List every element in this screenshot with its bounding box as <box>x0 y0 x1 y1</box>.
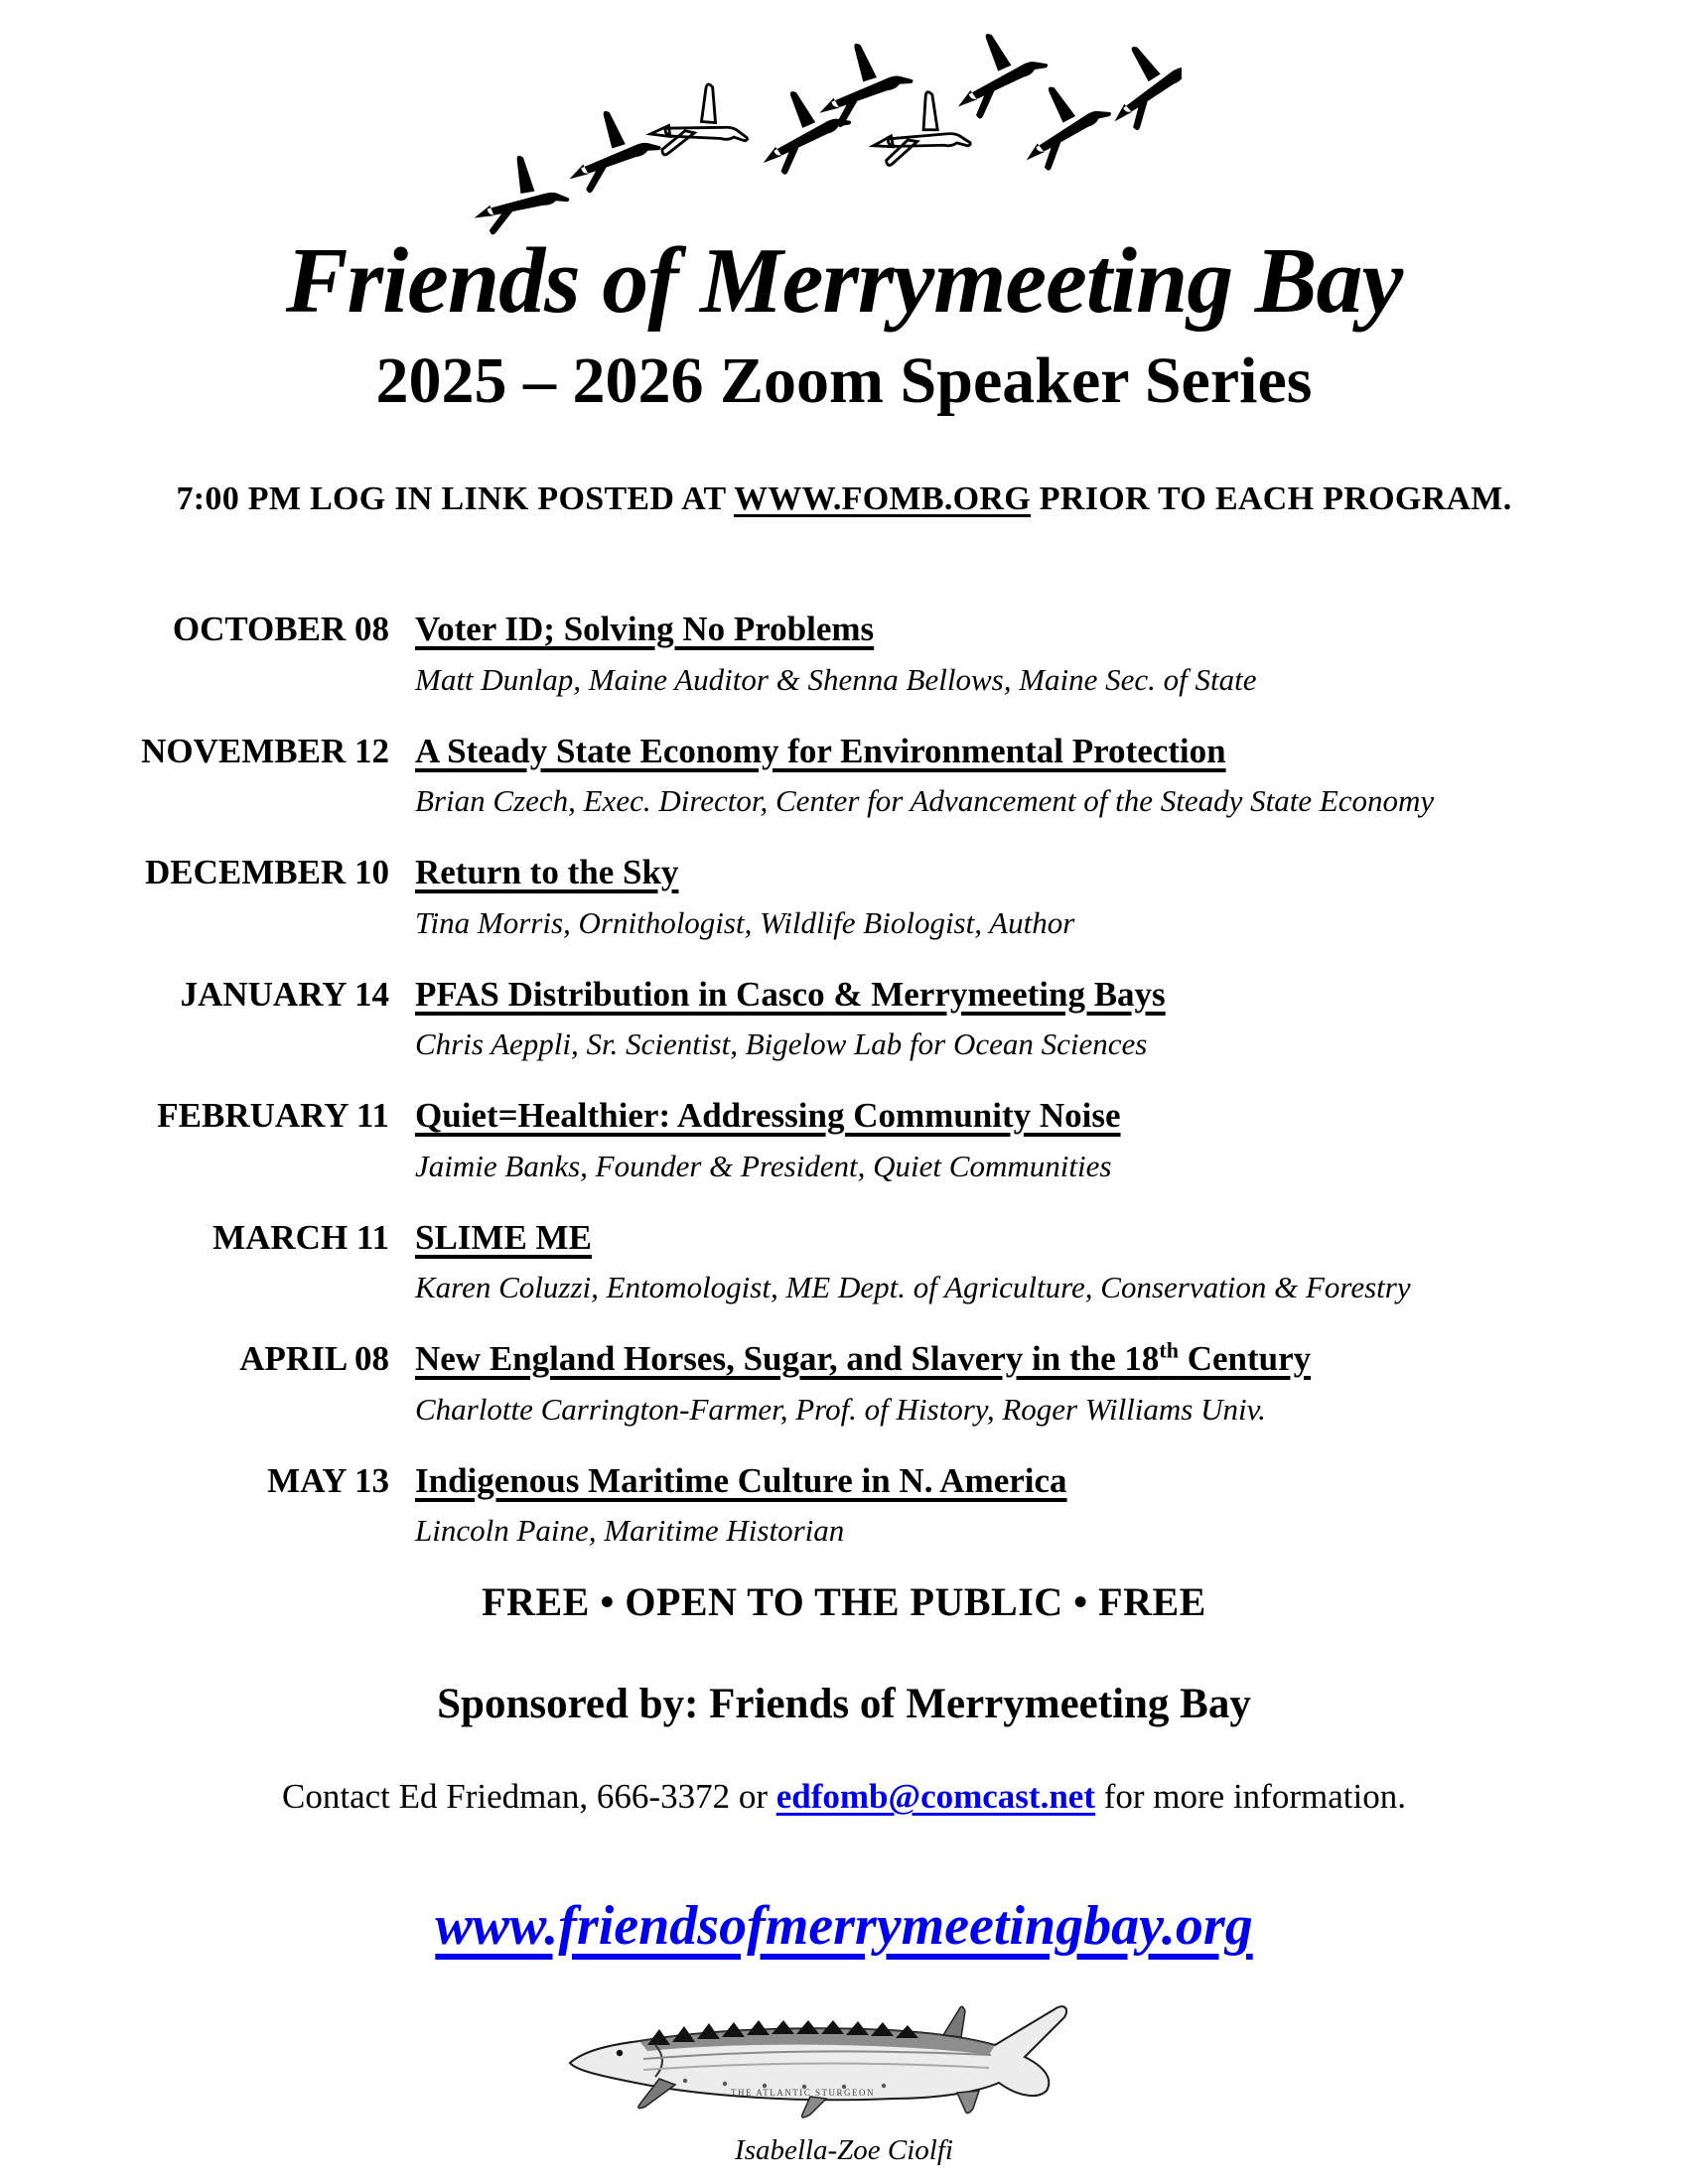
event-speaker: Tina Morris, Ornithologist, Wildlife Biologist, Author <box>415 904 1075 940</box>
fish-caption: Isabella-Zoe Ciolfi <box>735 2134 953 2166</box>
schedule-row-february <box>99 1094 1599 1216</box>
login-period: . <box>1502 480 1512 517</box>
event-title: Voter ID; Solving No Problems <box>415 610 875 648</box>
event-title-text: Century <box>1178 1339 1312 1378</box>
schedule-row-march <box>99 1216 1599 1338</box>
event-speaker: Matt Dunlap, Maine Auditor & Shenna Bellows, Maine Sec. of State <box>415 661 1257 697</box>
email-link[interactable]: edfomb@comcast.net <box>775 1777 1095 1816</box>
sturgeon-image <box>564 1997 1105 2128</box>
event-title: PFAS Distribution in Casco & Merrymeeting Bays <box>415 974 1166 1014</box>
free-open-line: FREE • OPEN TO THE PUBLIC • FREE <box>482 1579 1206 1624</box>
login-prefix: 7:00 PM LOG IN LINK POSTED AT <box>176 480 735 517</box>
event-date: MAY 13 <box>267 1460 389 1500</box>
schedule-row-april <box>99 1337 1599 1459</box>
fomb-link[interactable]: WWW.FOMB.ORG <box>734 480 1031 517</box>
contact-line <box>0 1777 1688 1817</box>
event-date: DECEMBER 10 <box>145 853 389 891</box>
event-speaker: Jaimie Banks, Founder & President, Quiet Communities <box>415 1148 1112 1183</box>
page-title: Friends of Merrymeeting Bay <box>285 229 1403 333</box>
event-title: SLIME ME <box>415 1217 592 1257</box>
event-title <box>415 1337 1599 1381</box>
event-date: JANUARY 14 <box>180 974 389 1014</box>
event-title-text: New England Horses, Sugar, and Slavery in the 18 <box>415 1339 1160 1378</box>
schedule-row-december <box>99 851 1599 973</box>
schedule-row-may <box>99 1459 1599 1581</box>
contact-prefix: Contact Ed Friedman, 666-3372 or <box>282 1777 776 1816</box>
website-line <box>0 1894 1688 1958</box>
login-suffix: PRIOR TO EACH PROGRAM <box>1031 480 1503 517</box>
event-title: Quiet=Healthier: Addressing Community Noise <box>415 1096 1121 1135</box>
sponsored-line: Sponsored by: Friends of Merrymeeting Bay <box>437 1681 1251 1727</box>
schedule-row-november <box>99 730 1599 852</box>
schedule-list <box>99 608 1599 1580</box>
event-title: Return to the Sky <box>415 853 679 891</box>
flying-ducks-image <box>467 28 1182 238</box>
event-title-superscript: th <box>1159 1337 1179 1363</box>
event-date: OCTOBER 08 <box>172 610 389 648</box>
fish-species-label: THE ATLANTIC STURGEON <box>731 2088 875 2098</box>
event-title: A Steady State Economy for Environmental Protection <box>415 731 1226 770</box>
event-date: APRIL 08 <box>239 1339 389 1378</box>
event-speaker: Chris Aeppli, Sr. Scientist, Bigelow Lab for Ocean Sciences <box>415 1026 1148 1062</box>
event-speaker: Karen Coluzzi, Entomologist, ME Dept. of Agriculture, Conservation & Forestry <box>415 1270 1411 1305</box>
event-date: MARCH 11 <box>212 1217 389 1257</box>
schedule-row-october <box>99 608 1599 730</box>
event-title: Indigenous Maritime Culture in N. America <box>415 1460 1067 1500</box>
event-date: FEBRUARY 11 <box>157 1096 389 1135</box>
series-subtitle: 2025 – 2026 Zoom Speaker Series <box>375 344 1313 417</box>
event-speaker: Lincoln Paine, Maritime Historian <box>415 1513 845 1549</box>
schedule-row-january <box>99 973 1599 1095</box>
contact-suffix: for more information. <box>1094 1777 1406 1816</box>
website-link[interactable]: www.friendsofmerrymeetingbay.org <box>435 1895 1253 1957</box>
event-speaker: Brian Czech, Exec. Director, Center for Advancement of the Steady State Economy <box>415 783 1435 819</box>
login-info-line <box>0 480 1688 518</box>
event-speaker: Charlotte Carrington-Farmer, Prof. of History, Roger Williams Univ. <box>415 1391 1266 1427</box>
event-date: NOVEMBER 12 <box>141 731 389 770</box>
